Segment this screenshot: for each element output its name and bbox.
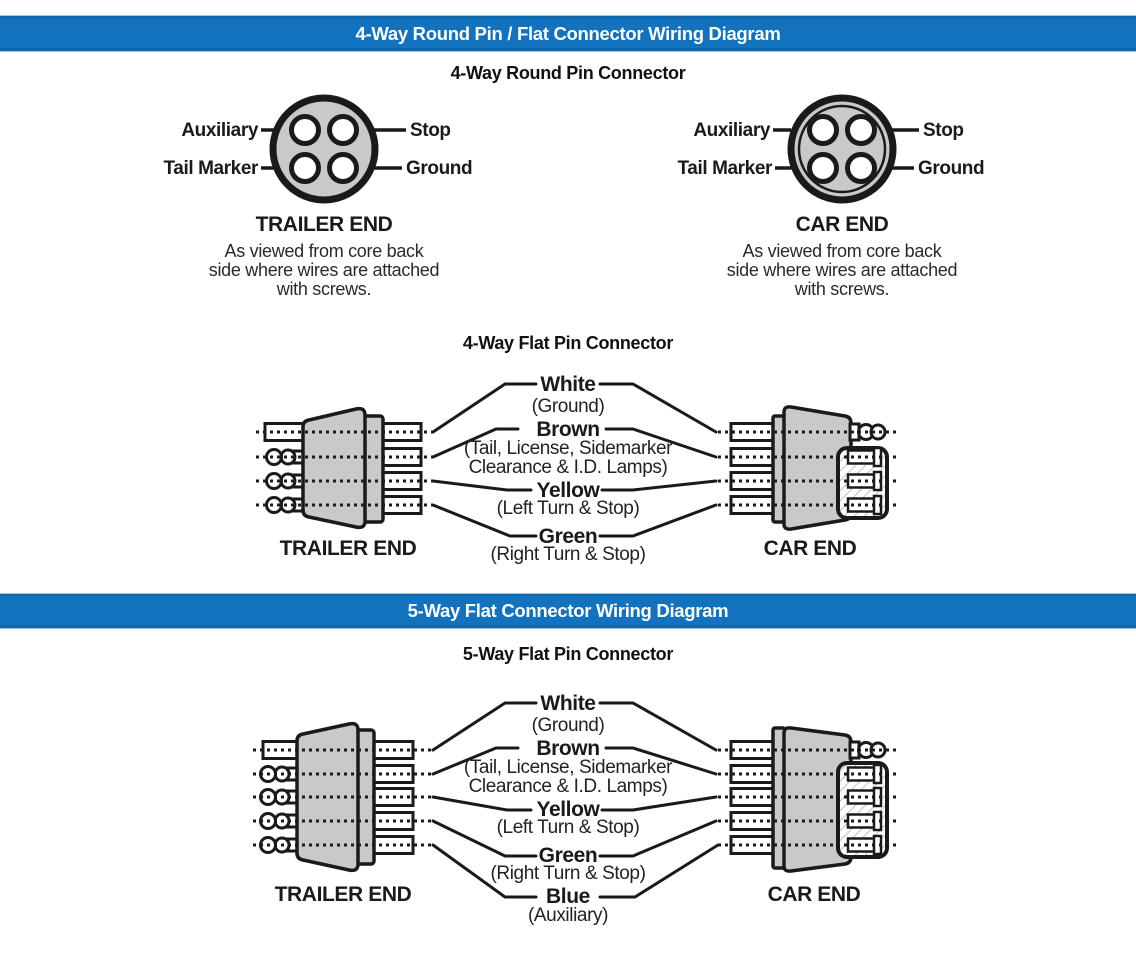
- wire-color-label: White: [540, 373, 596, 396]
- caption-line: with screws.: [794, 279, 890, 299]
- caption-line: side where wires are attached: [208, 260, 440, 280]
- pin-hole: [848, 155, 875, 182]
- wire: [382, 424, 421, 441]
- poppet-wire: [261, 814, 300, 829]
- pin-label-ground: Ground: [918, 158, 985, 179]
- wire: [382, 497, 421, 514]
- pin-label-auxiliary: Auxiliary: [693, 120, 770, 141]
- flat-4way-title: 4-Way Flat Pin Connector: [462, 333, 674, 353]
- pin-label-tail-marker: Tail Marker: [163, 158, 258, 179]
- connector-body: [273, 98, 375, 200]
- wire-function-label: (Tail, License, Sidemarker: [463, 757, 673, 778]
- caption-line: As viewed from core back: [224, 241, 424, 261]
- wire-color-label: Yellow: [536, 798, 600, 821]
- car-end-label: CAR END: [763, 537, 857, 560]
- wire-color-label: Green: [538, 525, 598, 548]
- flat-connector-car: [718, 407, 897, 560]
- wire-function-label: Clearance & I.D. Lamps): [468, 457, 668, 478]
- flat-connector-car: [718, 728, 897, 906]
- header-bar-5way: [0, 593, 1136, 629]
- connector-body: [297, 724, 358, 871]
- wire: [382, 473, 421, 490]
- pin-label-ground: Ground: [406, 158, 473, 179]
- round-connector-car: [677, 98, 984, 299]
- wire-function-label: (Right Turn & Stop): [490, 544, 646, 565]
- car-end-label: CAR END: [795, 213, 889, 236]
- caption-line: side where wires are attached: [726, 260, 958, 280]
- wire-function-label: (Left Turn & Stop): [496, 817, 640, 838]
- trailer-end-label: TRAILER END: [274, 883, 412, 906]
- flat-connector-trailer: [253, 724, 433, 906]
- wire-color-label: Green: [538, 844, 598, 867]
- poppet-wire: [261, 838, 300, 853]
- round-connector-trailer: [163, 98, 472, 299]
- pin-hole: [292, 155, 319, 182]
- round-connector-title: 4-Way Round Pin Connector: [450, 63, 686, 83]
- wire-function-label: (Right Turn & Stop): [490, 863, 646, 884]
- header-bar-5way-title: 5-Way Flat Connector Wiring Diagram: [407, 600, 729, 621]
- wire-function-label: (Ground): [531, 396, 605, 417]
- wire-color-label: Blue: [546, 885, 590, 908]
- pin-label-stop: Stop: [923, 120, 964, 141]
- connector-body: [303, 409, 365, 528]
- pin-label-stop: Stop: [410, 120, 451, 141]
- wire: [382, 449, 421, 466]
- pin-hole: [292, 117, 319, 144]
- caption-line: with screws.: [276, 279, 372, 299]
- header-bar-4way: [0, 15, 1136, 52]
- flat-5way-title: 5-Way Flat Pin Connector: [462, 644, 674, 664]
- wire-labels: [464, 373, 673, 565]
- pin-label-auxiliary: Auxiliary: [181, 120, 258, 141]
- trailer-end-label: TRAILER END: [279, 537, 417, 560]
- pin-hole: [810, 155, 837, 182]
- flat-4way-diagram: [0, 360, 1136, 575]
- flat-5way-diagram: [0, 690, 1136, 961]
- wire-color-label: White: [540, 692, 596, 715]
- wire-function-label: (Ground): [531, 715, 605, 736]
- caption-line: As viewed from core back: [742, 241, 942, 261]
- pin-hole: [848, 117, 875, 144]
- wire-function-label: (Left Turn & Stop): [496, 498, 640, 519]
- pin-hole: [330, 155, 357, 182]
- pin-hole: [810, 117, 837, 144]
- wire-function-label: (Auxiliary): [527, 905, 609, 926]
- pin-hole: [330, 117, 357, 144]
- poppet-wire: [261, 767, 300, 782]
- wire-color-label: Brown: [536, 418, 600, 441]
- wire-color-label: Brown: [536, 737, 600, 760]
- connector-body: [791, 98, 893, 200]
- wire-function-label: Clearance & I.D. Lamps): [468, 776, 668, 797]
- pin-label-tail-marker: Tail Marker: [677, 158, 772, 179]
- wire-function-label: (Tail, License, Sidemarker: [463, 438, 673, 459]
- flat-connector-trailer: [256, 409, 433, 560]
- poppet-wire: [261, 790, 300, 805]
- car-end-label: CAR END: [767, 883, 861, 906]
- round-pin-connector-diagram: [0, 90, 1136, 318]
- header-bar-4way-title: 4-Way Round Pin / Flat Connector Wiring Diagram: [355, 22, 781, 44]
- wire-color-label: Yellow: [536, 479, 600, 502]
- trailer-end-label: TRAILER END: [255, 213, 393, 236]
